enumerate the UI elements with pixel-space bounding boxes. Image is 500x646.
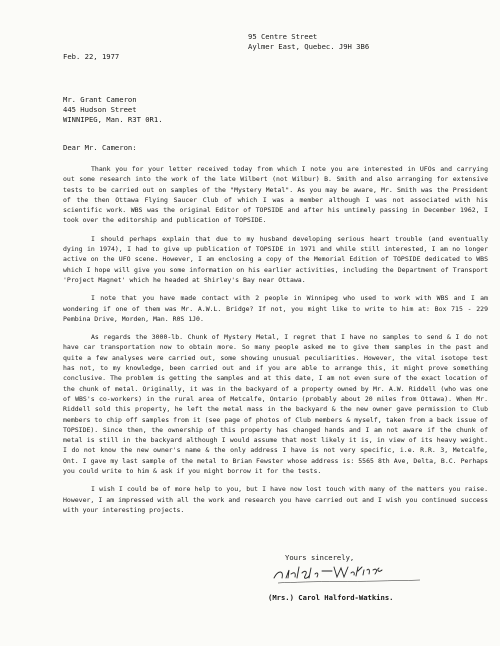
closing: Yours sincerely, (285, 553, 355, 562)
sender-address-line: 95 Centre Street (248, 32, 318, 41)
body-paragraph: I should perhaps explain that due to my husband developing serious heart trouble (and eventually dying in 1974), I had to give up publication of TOPSIDE in 1971 and while still interested, I am no longer active on the UFO scene. However, I am enclosing a copy of the Memorial Edition of TOPSIDE dedicated to WBS which I hope will give you some information on his earlier activities, including the Department of Transport 'Project Magnet' which he headed at Shirley's Bay near Ottawa. (63, 234, 488, 284)
body-paragraph: I wish I could be of more help to you, but I have now lost touch with many of the matters you raise. However, I am impressed with all the work and research you have carried out and I wish you continued success with your interesting projects. (63, 485, 488, 514)
recipient-line: Mr. Grant Cameron (63, 95, 137, 104)
letter-body (63, 164, 488, 523)
handwritten-signature (270, 566, 430, 586)
letter-date: Feb. 22, 1977 (63, 52, 120, 61)
sender-address (248, 32, 369, 52)
recipient-line: WINNIPEG, Man. R3T 0R1. (63, 115, 163, 124)
salutation: Dear Mr. Cameron: (63, 143, 137, 152)
typed-signature-name: (Mrs.) Carol Halford-Watkins. (268, 593, 394, 602)
sender-address-line: Aylmer East, Quebec. J9H 3B6 (248, 42, 370, 51)
body-paragraph: As regards the 3000-lb. Chunk of Mystery Metal, I regret that I have no samples to send & I do not have car transportation now to obtain more. So many people asked me to give them samples in the past and quite a few analyses were carried out, some showing unusual peculiarities. However, the vital isotope test has not, to my knowledge, been carried out and if you are able to arrange this, it might prove something conclusive. The problem is getting the samples and at this date, I am not even sure of the exact location of the chunk of metal. Originally, it was in the backyard of a property owned by Mr. A.W. Riddell (who was one of WBS's co-workers) in the rural area of Metcalfe, Ontario (probably about 20 miles from Ottawa). When Mr. Riddell sold this property, he left the metal mass in the backyard & the new owner gave permission to Club members to chip off samples from it (see page of photos of Club members & myself, taken from a back issue of TOPSIDE). Since then, the ownership of this property has changed hands and I am not aware if the chunk of metal is still in the backyard although I would assume that most likely it is, in view of its heavy weight. I do not know the new owner's name & the only address I have is not very specific, i.e. R.R. 3, Metcalfe, Ont. I gave my last sample of the metal to Brian Fewster whose address is: 5565 8th Ave, Delta, B.C. Perhaps you could write to him & ask if you might borrow it for the tests. (63, 333, 488, 476)
body-paragraph: I note that you have made contact with 2 people in Winnipeg who used to work with WBS and I am wondering if one of them was Mr. A.W.L. Bridge? If not, you might like to write to him at: Box 715 - 229 Pembina Drive, Morden, Man. R0S 1J0. (63, 294, 488, 323)
recipient-block (63, 95, 163, 125)
body-paragraph: Thank you for your letter received today from which I note you are interested in UFOs and carrying out some research into the work of the late Wilbert (not Wilbur) B. Smith and also arranging for extensive tests to be carried out on samples of the "Mystery Metal". As you may be aware, Mr. Smith was the President of the then Ottawa Flying Saucer Club of which I was a member although I was not associated with his scientific work. WBS was the original Editor of TOPSIDE and after his untimely passing in December 1962, I took over the editorship and publication of TOPSIDE. (63, 165, 488, 225)
recipient-line: 445 Hudson Street (63, 105, 137, 114)
